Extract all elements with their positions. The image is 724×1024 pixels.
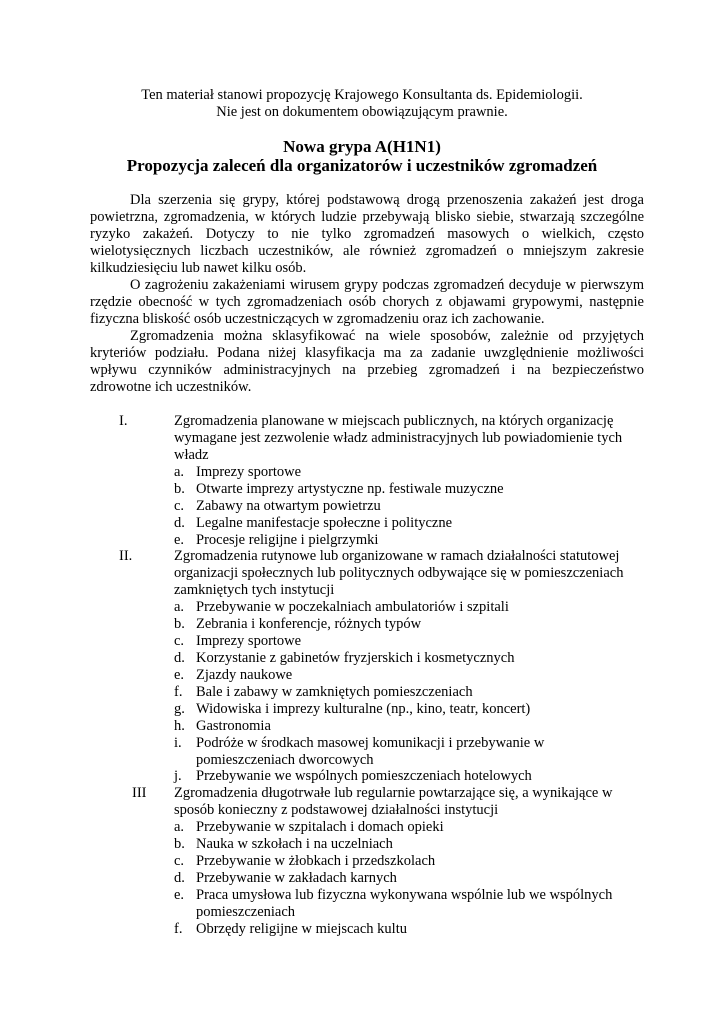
list-item-letter: d. <box>174 650 185 666</box>
list-item-letter: h. <box>174 718 185 734</box>
list-item: Imprezy sportowe <box>196 633 302 649</box>
intro-paragraph-1: Dla szerzenia się grypy, której podstawową drogą przenoszenia zakażeń jest droga powietrzna, zgromadzenia, w których ludzie przebywają blisko siebie, stwarzają szczególne ryzyko zakażeń. Dotyczy to nie tylko zgromadzeń masowych o wielkich, często wielotysięcznych liczbach uczestników, ale również zgromadzeń o mniejszym zakresie kilkudziesięciu lub nawet kilku osób. <box>90 192 644 276</box>
list-item: Przebywanie we wspólnych pomieszczeniach hotelowych <box>196 768 532 784</box>
list-item-letter: c. <box>174 498 185 514</box>
list-item: Legalne manifestacje społeczne i polityczne <box>196 515 453 531</box>
list-item-letter: c. <box>174 853 185 869</box>
section-heading: Zgromadzenia długotrwałe lub regularnie powtarzające się, a wynikające w sposób konieczny z podstawowej działalności instytucji <box>174 785 613 818</box>
intro-paragraph-2: O zagrożeniu zakażeniami wirusem grypy podczas zgromadzeń decyduje w pierwszym rzędzie obecność w tych zgromadzeniach osób chorych z objawami grypowymi, następnie fizyczna bliskość osób uczestniczących w zgromadzeniu oraz ich zachowanie. <box>90 277 644 327</box>
list-item: Praca umysłowa lub fizyczna wykonywana wspólnie lub we wspólnych pomieszczeniach <box>196 887 613 920</box>
list-item: Imprezy sportowe <box>196 464 302 480</box>
list-item: Korzystanie z gabinetów fryzjerskich i kosmetycznych <box>196 650 515 666</box>
list-item: Gastronomia <box>196 718 271 734</box>
section-heading: Zgromadzenia rutynowe lub organizowane w ramach działalności statutowej organizacji społecznych lub politycznych odbywające się w pomieszczeniach zamkniętych tych instytucji <box>174 548 624 598</box>
list-item-letter: g. <box>174 701 185 717</box>
list-item-letter: f. <box>174 921 183 937</box>
list-item-letter: c. <box>174 633 185 649</box>
section-numeral: I. <box>119 413 128 429</box>
list-item: Otwarte imprezy artystyczne np. festiwale muzyczne <box>196 481 504 497</box>
list-item: Przebywanie w zakładach karnych <box>196 870 397 886</box>
list-item-letter: e. <box>174 887 185 903</box>
list-item: Podróże w środkach masowej komunikacji i przebywanie w pomieszczeniach dworcowych <box>196 735 545 768</box>
document-subtitle: Propozycja zaleceń dla organizatorów i uczestników zgromadzeń <box>126 156 598 175</box>
list-item: Procesje religijne i pielgrzymki <box>196 532 379 548</box>
list-item: Zebrania i konferencje, różnych typów <box>196 616 422 632</box>
list-item: Widowiska i imprezy kulturalne (np., kino, teatr, koncert) <box>196 701 531 717</box>
list-item: Zjazdy naukowe <box>196 667 293 683</box>
disclaimer-line-2: Nie jest on dokumentem obowiązującym prawnie. <box>216 104 508 120</box>
list-item-letter: a. <box>174 819 185 835</box>
list-item: Bale i zabawy w zamkniętych pomieszczeniach <box>196 684 473 700</box>
list-item-letter: e. <box>174 532 185 548</box>
list-item: Nauka w szkołach i na uczelniach <box>196 836 393 852</box>
disclaimer-line-1: Ten materiał stanowi propozycję Krajowego Konsultanta ds. Epidemiologii. <box>141 87 583 103</box>
list-item-letter: d. <box>174 515 185 531</box>
list-item-letter: d. <box>174 870 185 886</box>
list-item: Obrzędy religijne w miejscach kultu <box>196 921 407 937</box>
intro-paragraph-3: Zgromadzenia można sklasyfikować na wiele sposobów, zależnie od przyjętych kryteriów podziału. Podana niżej klasyfikacja ma za zadanie uwzględnienie możliwości wpływu czynników administracyjnych na przebieg zgromadzeń i na bezpieczeństwo zdrowotne ich uczestników. <box>90 328 644 395</box>
list-item-letter: i. <box>174 735 182 751</box>
list-item-letter: b. <box>174 836 185 852</box>
list-item: Przebywanie w żłobkach i przedszkolach <box>196 853 436 869</box>
list-item: Przebywanie w poczekalniach ambulatoriów i szpitali <box>196 599 509 615</box>
list-item-letter: b. <box>174 616 185 632</box>
document-title: Nowa grypa A(H1N1) <box>283 137 441 156</box>
list-item-letter: j. <box>174 768 182 784</box>
list-item: Przebywanie w szpitalach i domach opieki <box>196 819 444 835</box>
section-numeral: III <box>132 785 147 801</box>
list-item-letter: a. <box>174 599 185 615</box>
list-item-letter: a. <box>174 464 185 480</box>
list-item-letter: e. <box>174 667 185 683</box>
list-item-letter: b. <box>174 481 185 497</box>
list-item-letter: f. <box>174 684 183 700</box>
list-item: Zabawy na otwartym powietrzu <box>196 498 381 514</box>
section-numeral: II. <box>119 548 133 564</box>
section-heading: Zgromadzenia planowane w miejscach publicznych, na których organizację wymagane jest zezwolenie władz administracyjnych lub powiadomienie tych władz <box>174 413 623 463</box>
